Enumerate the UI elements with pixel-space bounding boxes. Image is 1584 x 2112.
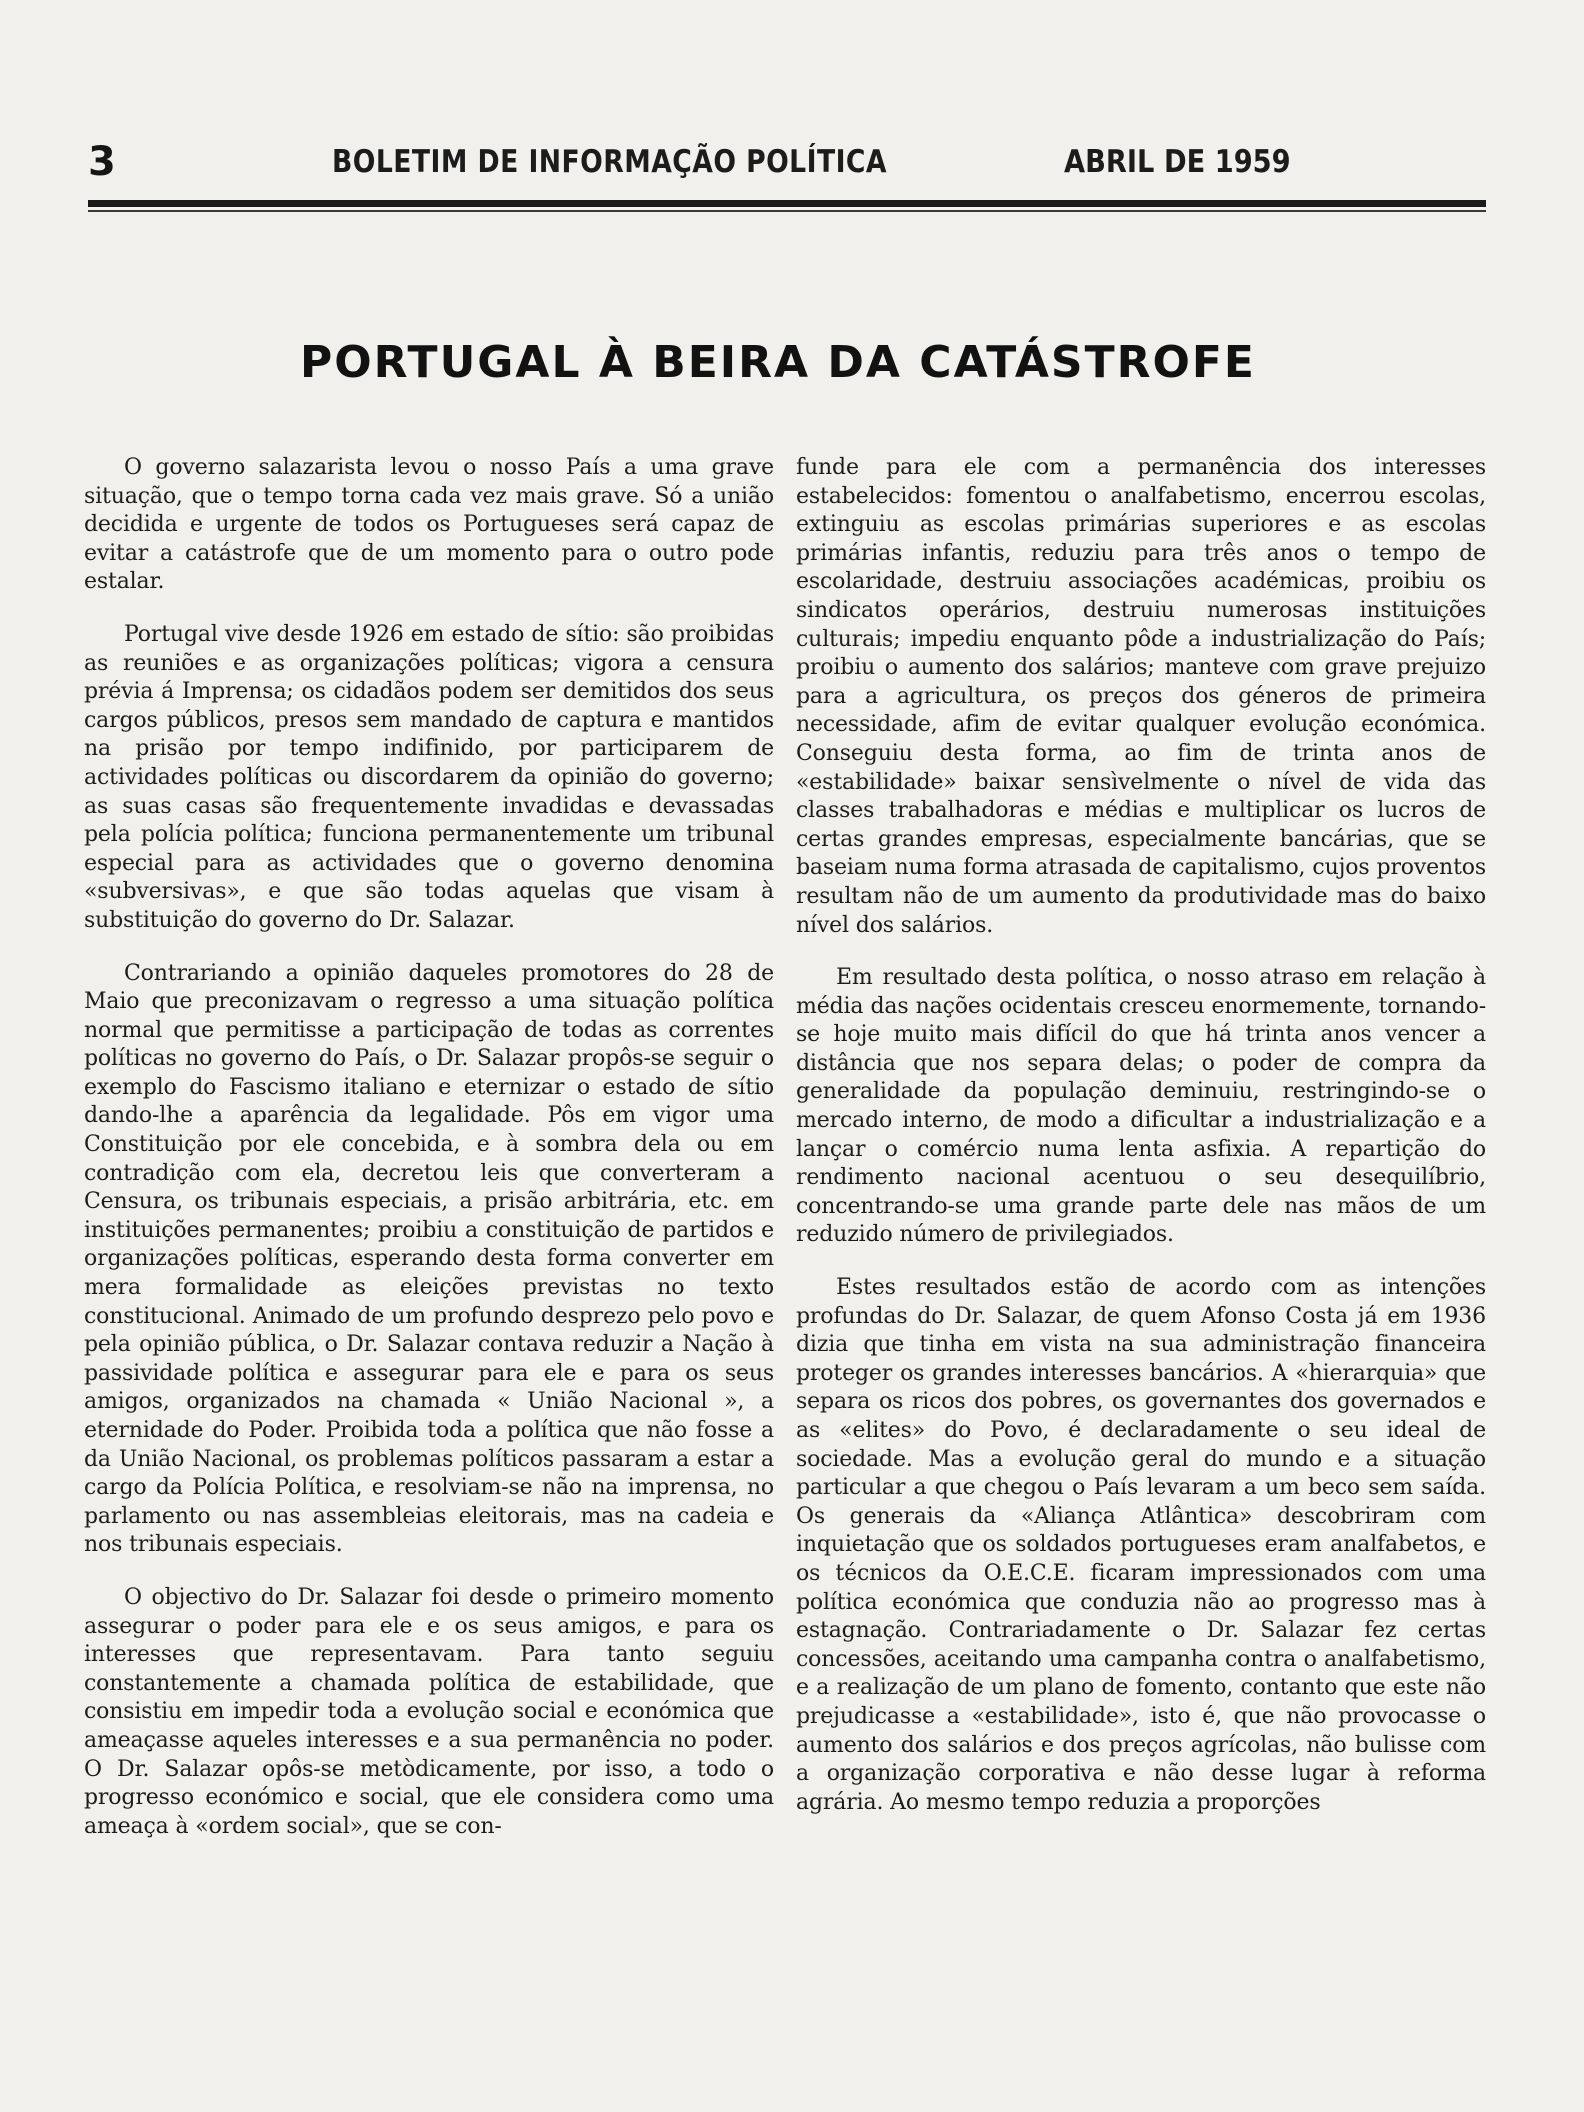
header-rule-thin xyxy=(88,210,1486,212)
paragraph: Estes resultados estão de acordo com as intenções profundas do Dr. Salazar, de quem Afonso Costa já em 1936 dizia que tinha em vista na sua administração financeira proteger os grandes interesses bancários. A «hierarquia» que separa os ricos dos pobres, os governantes dos governados e as «elites» do Povo, é declaradamente o seu ideal de sociedade. Mas a evolução geral do mundo e a situação particular a que chegou o País levaram a um beco sem saída. Os generais da «Aliança Atlântica» descobriram com inquietação que os soldados portugueses eram analfabetos, e os técnicos da O.E.C.E. ficaram impressionados com uma política económica que conduzia não ao progresso mas à estagnação. Contrariadamente o Dr. Salazar fez certas concessões, aceitando uma campanha contra o analfabetismo, e a realização de um plano de fomento, contanto que este não prejudicasse a «estabilidade», isto é, que não provocasse o aumento dos salários e dos preços agrícolas, não bulisse com a organização corporativa e não desse lugar à reforma agrária. Ao mesmo tempo reduzia a proporções xyxy=(796,1275,1486,1815)
issue-date: ABRIL DE 1959 xyxy=(1064,144,1291,180)
paragraph: Portugal vive desde 1926 em estado de sítio: são proibidas as reuniões e as organizações políticas; vigora a censura prévia á Imprensa; os cidadãos podem ser demitidos dos seus cargos públicos, presos sem mandado de captura e mantidos na prisão por tempo indifinido, por participarem de actividades políticas ou discordarem da opinião do governo; as suas casas são frequentemente invadidas e devassadas pela polícia política; funciona permanentemente um tribunal especial para as actividades que o governo denomina «subversivas», e que são todas aquelas que visam à substituição do governo do Dr. Salazar. xyxy=(84,621,774,933)
paragraph: Contrariando a opinião daqueles promotores do 28 de Maio que preconizavam o regresso a uma situação política normal que permitisse a participação de todas as correntes políticas no governo do País, o Dr. Salazar propôs-se seguir o exemplo do Fascismo italiano e eternizar o estado de sítio dando-lhe a aparência da legalidade. Pôs em vigor uma Constituição por ele concebida, e à sombra dela ou em contradição com ela, decretou leis que converteram a Censura, os tribunais especiais, a prisão arbitrária, etc. em instituições permanentes; proibiu a constituição de partidos e organizações políticas, esperando desta forma converter em mera formalidade as eleições previstas no texto constitucional. Animado de um profundo desprezo pelo povo e pela opinião pública, o Dr. Salazar contava reduzir a Nação à passividade política e assegurar para ele e para os seus amigos, organizados na chamada « União Nacional », a eternidade do Poder. Proibida toda a política que não fosse a da União Nacional, os problemas políticos passaram a estar a cargo da Polícia Política, e resolviam-se não na imprensa, no parlamento ou nas assembleias eleitorais, mas na cadeia e nos tribunais especiais. xyxy=(84,960,774,1558)
right-column xyxy=(796,454,1486,1841)
paragraph: O objectivo do Dr. Salazar foi desde o primeiro momento assegurar o poder para ele e os seus amigos, e para os interesses que representavam. Para tanto seguiu constantemente a chamada política de estabilidade, que consistiu em impedir toda a evolução social e económica que ameaçasse aqueles interesses e a sua permanência no poder. O Dr. Salazar opôs-se metòdicamente, por isso, a todo o progresso económico e social, que ele considera como uma ameaça à «ordem social», que se con- xyxy=(84,1584,774,1839)
article-body xyxy=(84,454,1486,2054)
article-title: PORTUGAL À BEIRA DA CATÁSTROFE xyxy=(300,337,1256,389)
header-rule-thick xyxy=(88,200,1486,207)
page-number: 3 xyxy=(88,139,116,185)
paragraph: Em resultado desta política, o nosso atraso em relação à média das nações ocidentais cresceu enormemente, tornando-se hoje muito mais difícil do que há trinta anos vencer a distância que nos separa delas; o poder de compra da generalidade da população deminuiu, restringindo-se o mercado interno, de modo a dificultar a industrialização e a lançar o comércio numa lenta asfixia. A repartição do rendimento nacional acentuou o seu desequilíbrio, concentrando-se uma grande parte dele nas mãos de um reduzido número de privilegiados. xyxy=(796,965,1486,1248)
left-column xyxy=(84,454,774,1865)
paragraph: funde para ele com a permanência dos interesses estabelecidos: fomentou o analfabetismo, encerrou escolas, extinguiu as escolas primárias superiores e as escolas primárias infantis, reduziu para três anos o tempo de escolaridade, destruiu associações académicas, proibiu os sindicatos operários, destruiu numerosas instituições culturais; impediu enquanto pôde a industrialização do País; proibiu o aumento dos salários; manteve com grave prejuizo para a agricultura, os preços dos géneros de primeira necessidade, afim de evitar qualquer evolução económica. Conseguiu desta forma, ao fim de trinta anos de «estabilidade» baixar sensìvelmente o nível de vida das classes trabalhadoras e médias e multiplicar os lucros de certas grandes empresas, especialmente bancárias, que se baseiam numa forma atrasada de capitalismo, cujos proventos resultam não de um aumento da produtividade mas do baixo nível dos salários. xyxy=(796,455,1486,938)
page-header xyxy=(88,136,1488,188)
paragraph: O governo salazarista levou o nosso País a uma grave situação, que o tempo torna cada vez mais grave. Só a união decidida e urgente de todos os Portugueses será capaz de evitar a catástrofe que de um momento para o outro pode estalar. xyxy=(84,455,774,595)
publication-title: BOLETIM DE INFORMAÇÃO POLÍTICA xyxy=(332,144,887,180)
